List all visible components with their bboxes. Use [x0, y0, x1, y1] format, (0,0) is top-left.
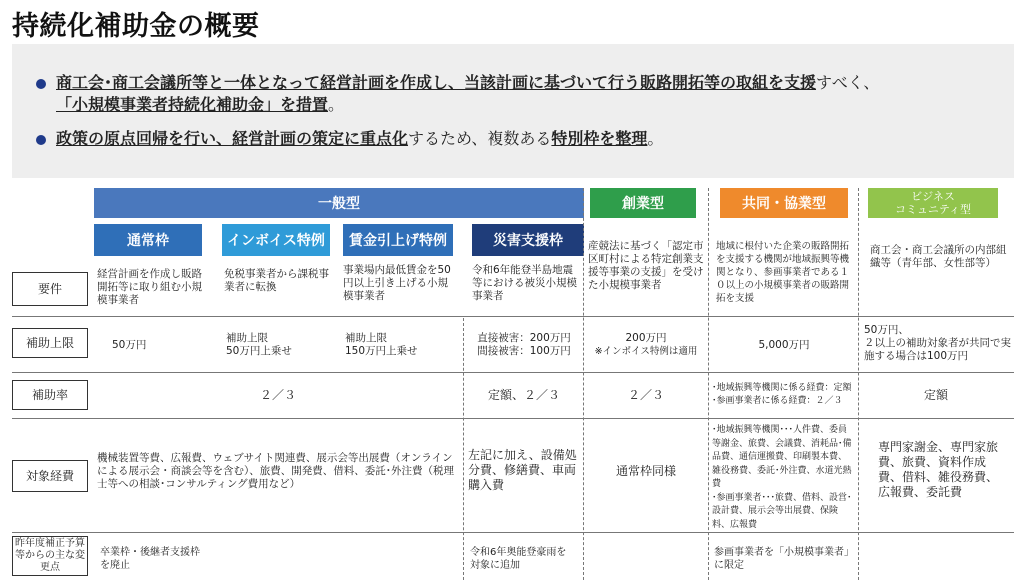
page-title: 持続化補助金の概要	[12, 11, 260, 42]
ritsu-kyodo: ･地域振興等機関に係る経費：定額 ･参画事業者に係る経費：２／３	[712, 383, 852, 406]
ritsu-ippan: ２／３	[259, 388, 296, 402]
header-business-community	[868, 188, 998, 218]
joken-kyodo: 5,000万円	[758, 339, 810, 351]
keihi-biz: 専門家謝金、専門家旅費、旅費、資料作成費、借料、雑役務費、広報費、委託費	[878, 440, 999, 499]
ritsu-saigai: 定額、２／３	[487, 388, 560, 402]
henko-ippan: 卒業枠・後継者支援枠 を廃止	[100, 547, 200, 571]
yoken-chingin: 事業場内最低賃金を50円以上引き上げる小規模事業者	[343, 264, 451, 302]
summary-bullet-2-emphasis-2: 特別枠を整理	[551, 129, 648, 148]
yoken-kyodo: 地域に根付いた企業の販路開拓を支援する機関が地域振興等機関となり、参画事業者である１０以上の小規模事業者の販路開拓を支援	[716, 241, 850, 304]
ritsu-sogyo: ２／３	[627, 388, 664, 402]
summary-box	[12, 44, 1014, 178]
summary-bullet-2-plain-2: 。	[647, 129, 664, 148]
henko-saigai: 令和6年奥能登豪雨を 対象に追加	[470, 547, 567, 571]
henko-kyodo: 参画事業者を「小規模事業者」に限定	[714, 547, 854, 571]
summary-bullet-2	[36, 128, 996, 150]
keihi-kyodo: ･地域振興等機関･･･人件費、委員等謝金、旅費、会議費、消耗品･備品費、通信運搬費、印刷製本費、雑役務費、委託･外注費、水道光熱費 ･参画事業者･･･旅費、借料、設営･設計費、展示会等出展費、保険料、広報費	[712, 425, 852, 530]
row-label-henko: 昨年度補正予算等からの主な変更点	[12, 536, 88, 576]
column-divider	[463, 318, 464, 580]
header-kyodo: 共同・協業型	[720, 188, 848, 218]
joken-saigai: 直接被害：200万円 間接被害：100万円	[477, 332, 571, 357]
yoken-tsujo: 経営計画を作成し販路開拓等に取り組む小規模事業者	[97, 268, 202, 306]
summary-bullet-2-plain-1: するため、複数ある	[408, 129, 552, 148]
keihi-saigai: 左記に加え、設備処分費、修繕費、車両購入費	[468, 448, 577, 492]
row-label-yoken: 要件	[12, 272, 88, 306]
joken-chingin: 補助上限 150万円上乗せ	[345, 332, 418, 357]
summary-bullet-2-emphasis-1: 政策の原点回帰を行い、経営計画の策定に重点化	[56, 129, 409, 148]
summary-bullet-2-text	[56, 128, 996, 150]
row-divider	[12, 372, 1014, 373]
header-ippan: 一般型	[94, 188, 584, 218]
summary-bullet-1-emphasis-2: 「小規模事業者持続化補助金」を措置	[56, 95, 329, 114]
summary-bullet-1-text	[56, 72, 996, 116]
row-label-ritsu: 補助率	[12, 380, 88, 410]
row-divider	[12, 316, 1014, 317]
row-divider	[12, 418, 1014, 419]
joken-invoice: 補助上限 50万円上乗せ	[226, 332, 292, 357]
summary-bullet-1-plain-2: 。	[328, 95, 345, 114]
yoken-biz: 商工会・商工会議所の内部組織等（青年部、女性部等）	[870, 244, 1007, 269]
bullet-dot-icon	[36, 79, 46, 89]
subheader-invoice: インボイス特例	[222, 224, 330, 256]
yoken-sogyo: 産競法に基づく「認定市区町村による特定創業支援等事業の支援」を受けた小規模事業者	[588, 240, 704, 291]
joken-sogyo	[586, 332, 706, 358]
row-label-joken: 補助上限	[12, 328, 88, 358]
joken-tsujo: 50万円	[112, 339, 147, 351]
joken-sogyo-note: ※インボイス特例は適用	[594, 346, 698, 357]
joken-sogyo-amount: 200万円	[625, 332, 667, 344]
column-divider	[583, 188, 584, 580]
yoken-saigai: 令和6年能登半島地震等における被災小規模事業者	[472, 264, 577, 302]
subheader-saigai: 災害支援枠	[472, 224, 584, 256]
ritsu-biz: 定額	[923, 388, 948, 402]
joken-biz: 50万円、 ２以上の補助対象者が共同で実施する場合は100万円	[864, 324, 1011, 362]
row-divider	[12, 532, 1014, 533]
subheader-tsujo: 通常枠	[94, 224, 202, 256]
yoken-invoice: 免税事業者から課税事業者に転換	[224, 268, 329, 293]
subheader-chingin: 賃金引上げ特例	[343, 224, 453, 256]
header-business-community-label: ビジネス コミュニティ型	[895, 190, 971, 216]
summary-bullet-1-plain-1: すべく、	[816, 73, 880, 92]
bullet-dot-icon	[36, 135, 46, 145]
header-sogyo: 創業型	[590, 188, 696, 218]
summary-bullet-1-emphasis-1: 商工会･商工会議所等と一体となって経営計画を作成し、当該計画に基づいて行う販路開拓等の取組を支援	[56, 73, 817, 92]
column-divider	[708, 188, 709, 580]
summary-bullet-1	[36, 72, 996, 116]
keihi-sogyo: 通常枠同様	[615, 464, 676, 478]
keihi-ippan: 機械装置等費、広報費、ウェブサイト関連費、展示会等出展費（オンラインによる展示会・商談会等を含む）、旅費、開発費、借料、委託･外注費（税理士等への相談･コンサルティング費用など）	[97, 452, 454, 490]
row-label-keihi: 対象経費	[12, 460, 88, 492]
